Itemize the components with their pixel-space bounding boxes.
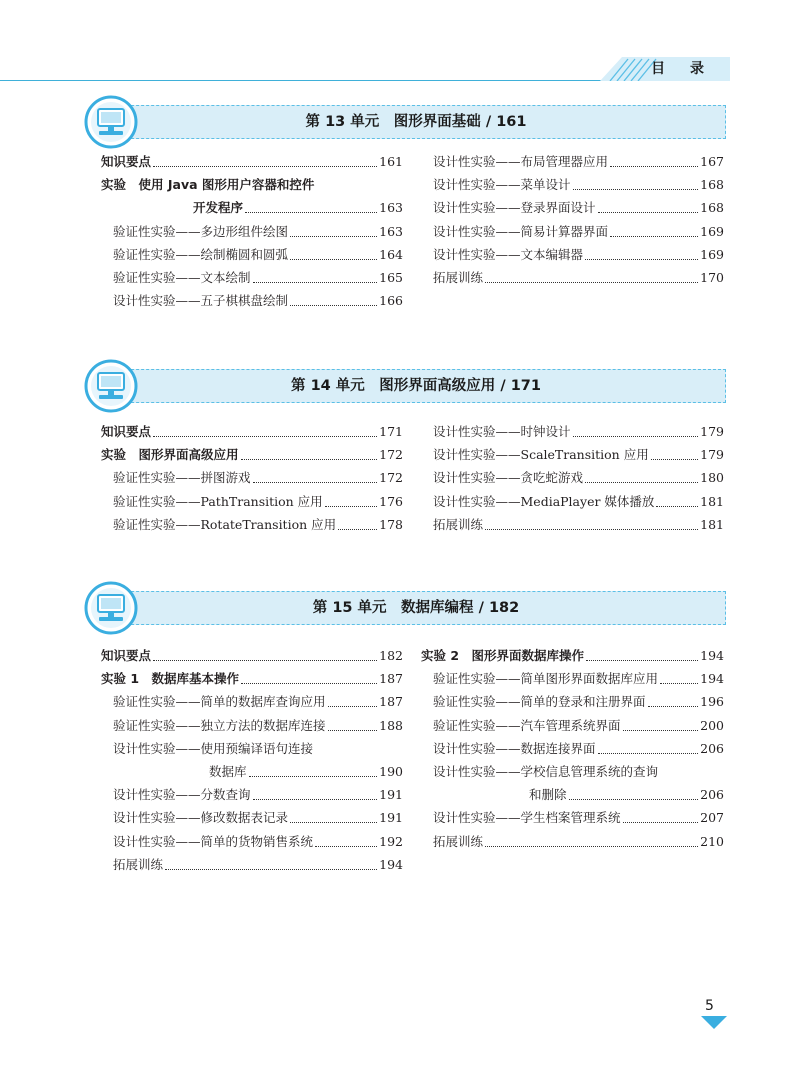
toc-entry[interactable] bbox=[101, 173, 403, 196]
toc-entry[interactable] bbox=[433, 420, 724, 443]
dot-leader bbox=[241, 683, 377, 684]
toc-entry[interactable] bbox=[101, 196, 403, 219]
toc-entry-page: 168 bbox=[699, 196, 724, 219]
toc-entry-title: 实验 1 数据库基本操作 bbox=[101, 667, 240, 690]
toc-entry-title: 拓展训练 bbox=[113, 853, 164, 876]
toc-entry-page: 169 bbox=[699, 243, 724, 266]
dot-leader bbox=[290, 822, 377, 823]
dot-leader bbox=[623, 822, 698, 823]
toc-entry[interactable] bbox=[433, 513, 724, 536]
toc-entry-title: 实验 使用 Java 图形用户容器和控件 bbox=[101, 173, 315, 196]
toc-entry-title: 设计性实验——菜单设计 bbox=[433, 173, 572, 196]
toc-entry-title: 验证性实验——简单图形界面数据库应用 bbox=[433, 667, 659, 690]
dot-leader bbox=[253, 799, 377, 800]
dot-leader bbox=[165, 869, 377, 870]
toc-entry[interactable] bbox=[421, 806, 724, 829]
toc-entry-page: 191 bbox=[378, 806, 403, 829]
computer-icon bbox=[84, 95, 138, 149]
toc-entry[interactable] bbox=[101, 783, 403, 806]
toc-entry[interactable] bbox=[433, 196, 724, 219]
page-number: 5 bbox=[705, 998, 714, 1014]
toc-entry[interactable] bbox=[433, 220, 724, 243]
toc-entry[interactable] bbox=[101, 513, 403, 536]
toc-entry-page: 171 bbox=[378, 420, 403, 443]
dot-leader bbox=[253, 282, 377, 283]
toc-entry-title: 设计性实验——时钟设计 bbox=[433, 420, 572, 443]
toc-entry-title: 拓展训练 bbox=[433, 513, 484, 536]
dot-leader bbox=[253, 482, 377, 483]
dot-leader bbox=[648, 706, 698, 707]
unit-title: 第 14 单元 图形界面高级应用 / 171 bbox=[291, 378, 541, 394]
unit-14-banner bbox=[84, 369, 726, 403]
toc-entry-page: 167 bbox=[699, 150, 724, 173]
toc-entry[interactable] bbox=[101, 266, 403, 289]
toc-entry-page: 172 bbox=[378, 443, 403, 466]
dot-leader bbox=[338, 529, 377, 530]
dot-leader bbox=[585, 482, 698, 483]
toc-entry[interactable] bbox=[101, 737, 403, 760]
toc-right-column bbox=[433, 420, 724, 536]
unit-title: 第 15 单元 数据库编程 / 182 bbox=[312, 600, 520, 616]
toc-entry-page: 179 bbox=[699, 443, 724, 466]
toc-entry[interactable] bbox=[421, 690, 724, 713]
dot-leader bbox=[610, 166, 698, 167]
toc-entry[interactable] bbox=[421, 644, 724, 667]
dot-leader bbox=[485, 529, 698, 530]
toc-entry[interactable] bbox=[421, 760, 724, 783]
toc-entry[interactable] bbox=[433, 150, 724, 173]
dot-leader bbox=[290, 236, 377, 237]
toc-entry-page: 163 bbox=[378, 220, 403, 243]
toc-entry-page: 178 bbox=[378, 513, 403, 536]
dot-leader bbox=[153, 166, 377, 167]
toc-entry-page: 194 bbox=[699, 644, 724, 667]
toc-entry-page: 196 bbox=[699, 690, 724, 713]
toc-entry-page: 200 bbox=[699, 714, 724, 737]
toc-entry-title: 设计性实验——学生档案管理系统 bbox=[433, 806, 622, 829]
toc-entry-page: 191 bbox=[378, 783, 403, 806]
toc-entry-page: 194 bbox=[699, 667, 724, 690]
toc-entry-title: 设计性实验——学校信息管理系统的查询 bbox=[433, 760, 659, 783]
toc-entry[interactable] bbox=[101, 420, 403, 443]
dot-leader bbox=[573, 189, 698, 190]
toc-entry-page: 161 bbox=[378, 150, 403, 173]
toc-entry[interactable] bbox=[433, 490, 724, 513]
toc-entry[interactable] bbox=[101, 150, 403, 173]
toc-entry-page: 187 bbox=[378, 667, 403, 690]
dot-leader bbox=[315, 846, 377, 847]
toc-entry[interactable] bbox=[421, 830, 724, 853]
toc-entry-title: 设计性实验——简易计算器界面 bbox=[433, 220, 609, 243]
toc-entry-title: 验证性实验——汽车管理系统界面 bbox=[433, 714, 622, 737]
toc-entry-title: 拓展训练 bbox=[433, 266, 484, 289]
toc-entry[interactable] bbox=[101, 667, 403, 690]
toc-entry[interactable] bbox=[101, 466, 403, 489]
toc-left-column bbox=[101, 644, 403, 876]
dot-leader bbox=[245, 212, 377, 213]
toc-entry-title: 设计性实验——布局管理器应用 bbox=[433, 150, 609, 173]
toc-entry-title: 验证性实验——文本绘制 bbox=[113, 266, 252, 289]
dot-leader bbox=[610, 236, 698, 237]
toc-entry-title: 实验 图形界面高级应用 bbox=[101, 443, 240, 466]
toc-entry-title: 设计性实验——ScaleTransition 应用 bbox=[433, 443, 650, 466]
toc-entry-title: 设计性实验——登录界面设计 bbox=[433, 196, 597, 219]
page-marker-icon bbox=[701, 1016, 727, 1029]
toc-entry[interactable] bbox=[101, 806, 403, 829]
toc-entry-page: 176 bbox=[378, 490, 403, 513]
toc-right-column bbox=[421, 644, 724, 853]
toc-entry-page: 194 bbox=[378, 853, 403, 876]
dot-leader bbox=[241, 459, 377, 460]
toc-left-column bbox=[101, 420, 403, 536]
toc-entry-page: 181 bbox=[699, 490, 724, 513]
section-title: 目 录 bbox=[651, 61, 714, 77]
toc-entry[interactable] bbox=[421, 714, 724, 737]
unit-15-banner bbox=[84, 591, 726, 625]
toc-entry-page: 164 bbox=[378, 243, 403, 266]
toc-entry-title: 数据库 bbox=[209, 760, 248, 783]
dot-leader bbox=[290, 305, 377, 306]
dot-leader bbox=[153, 660, 377, 661]
toc-entry-title: 设计性实验——五子棋棋盘绘制 bbox=[113, 289, 289, 312]
toc-entry-page: 170 bbox=[699, 266, 724, 289]
dot-leader bbox=[598, 212, 698, 213]
dot-leader bbox=[586, 660, 698, 661]
toc-entry-page: 165 bbox=[378, 266, 403, 289]
toc-entry-title: 验证性实验——RotateTransition 应用 bbox=[113, 513, 337, 536]
toc-entry-title: 设计性实验——修改数据表记录 bbox=[113, 806, 289, 829]
toc-entry-title: 设计性实验——分数查询 bbox=[113, 783, 252, 806]
toc-entry-title: 验证性实验——PathTransition 应用 bbox=[113, 490, 324, 513]
dot-leader bbox=[598, 753, 698, 754]
dot-leader bbox=[585, 259, 698, 260]
toc-entry-page: 166 bbox=[378, 289, 403, 312]
dot-leader bbox=[569, 799, 698, 800]
toc-entry[interactable] bbox=[433, 173, 724, 196]
toc-entry-title: 知识要点 bbox=[101, 420, 152, 443]
toc-entry[interactable] bbox=[421, 783, 724, 806]
toc-entry-page: 188 bbox=[378, 714, 403, 737]
toc-entry[interactable] bbox=[421, 737, 724, 760]
dot-leader bbox=[660, 683, 698, 684]
toc-entry[interactable] bbox=[101, 690, 403, 713]
toc-entry-title: 开发程序 bbox=[193, 196, 244, 219]
dot-leader bbox=[290, 259, 377, 260]
toc-entry-page: 179 bbox=[699, 420, 724, 443]
toc-entry-page: 206 bbox=[699, 737, 724, 760]
toc-entry-title: 设计性实验——文本编辑器 bbox=[433, 243, 584, 266]
toc-entry-title: 验证性实验——拼图游戏 bbox=[113, 466, 252, 489]
toc-entry[interactable] bbox=[101, 853, 403, 876]
toc-entry-title: 验证性实验——多边形组件绘图 bbox=[113, 220, 289, 243]
toc-entry-page: 172 bbox=[378, 466, 403, 489]
toc-entry-title: 设计性实验——数据连接界面 bbox=[433, 737, 597, 760]
toc-entry-title: 设计性实验——MediaPlayer 媒体播放 bbox=[433, 490, 655, 513]
toc-entry-title: 设计性实验——简单的货物销售系统 bbox=[113, 830, 314, 853]
toc-left-column bbox=[101, 150, 403, 312]
toc-entry-title: 设计性实验——使用预编译语句连接 bbox=[113, 737, 314, 760]
toc-entry-page: 168 bbox=[699, 173, 724, 196]
toc-entry[interactable] bbox=[101, 443, 403, 466]
toc-entry-page: 206 bbox=[699, 783, 724, 806]
dot-leader bbox=[328, 730, 377, 731]
dot-leader bbox=[485, 282, 698, 283]
toc-entry[interactable] bbox=[433, 243, 724, 266]
toc-entry-page: 207 bbox=[699, 806, 724, 829]
dot-leader bbox=[485, 846, 698, 847]
toc-entry-page: 181 bbox=[699, 513, 724, 536]
toc-entry-title: 验证性实验——独立方法的数据库连接 bbox=[113, 714, 327, 737]
dot-leader bbox=[153, 436, 377, 437]
toc-entry-page: 169 bbox=[699, 220, 724, 243]
toc-right-column bbox=[433, 150, 724, 289]
dot-leader bbox=[325, 506, 377, 507]
toc-entry-title: 验证性实验——绘制椭圆和圆弧 bbox=[113, 243, 289, 266]
toc-entry-page: 182 bbox=[378, 644, 403, 667]
header-rule bbox=[0, 80, 610, 81]
toc-entry[interactable] bbox=[433, 443, 724, 466]
toc-entry-page: 163 bbox=[378, 196, 403, 219]
toc-entry[interactable] bbox=[101, 490, 403, 513]
computer-icon bbox=[84, 359, 138, 413]
dot-leader bbox=[249, 776, 377, 777]
toc-entry[interactable] bbox=[101, 760, 403, 783]
toc-entry-title: 验证性实验——简单的登录和注册界面 bbox=[433, 690, 647, 713]
toc-entry[interactable] bbox=[433, 466, 724, 489]
dot-leader bbox=[623, 730, 698, 731]
unit-13-banner bbox=[84, 105, 726, 139]
toc-entry[interactable] bbox=[101, 220, 403, 243]
toc-entry-page: 192 bbox=[378, 830, 403, 853]
toc-entry-title: 设计性实验——贪吃蛇游戏 bbox=[433, 466, 584, 489]
unit-title: 第 13 单元 图形界面基础 / 161 bbox=[305, 114, 527, 130]
dot-leader bbox=[573, 436, 698, 437]
dot-leader bbox=[328, 706, 377, 707]
toc-entry-title: 和删除 bbox=[529, 783, 568, 806]
toc-entry-title: 知识要点 bbox=[101, 150, 152, 173]
toc-entry-title: 实验 2 图形界面数据库操作 bbox=[421, 644, 585, 667]
toc-entry[interactable] bbox=[101, 830, 403, 853]
toc-entry[interactable] bbox=[101, 644, 403, 667]
dot-leader bbox=[656, 506, 698, 507]
toc-entry-page: 180 bbox=[699, 466, 724, 489]
toc-entry-title: 知识要点 bbox=[101, 644, 152, 667]
toc-entry[interactable] bbox=[101, 289, 403, 312]
dot-leader bbox=[651, 459, 698, 460]
toc-entry[interactable] bbox=[101, 243, 403, 266]
toc-entry-title: 验证性实验——简单的数据库查询应用 bbox=[113, 690, 327, 713]
toc-entry[interactable] bbox=[433, 266, 724, 289]
toc-entry[interactable] bbox=[421, 667, 724, 690]
header-tab bbox=[600, 57, 730, 81]
toc-entry[interactable] bbox=[101, 714, 403, 737]
toc-entry-page: 210 bbox=[699, 830, 724, 853]
toc-entry-page: 187 bbox=[378, 690, 403, 713]
toc-entry-title: 拓展训练 bbox=[433, 830, 484, 853]
toc-entry-page: 190 bbox=[378, 760, 403, 783]
computer-icon bbox=[84, 581, 138, 635]
